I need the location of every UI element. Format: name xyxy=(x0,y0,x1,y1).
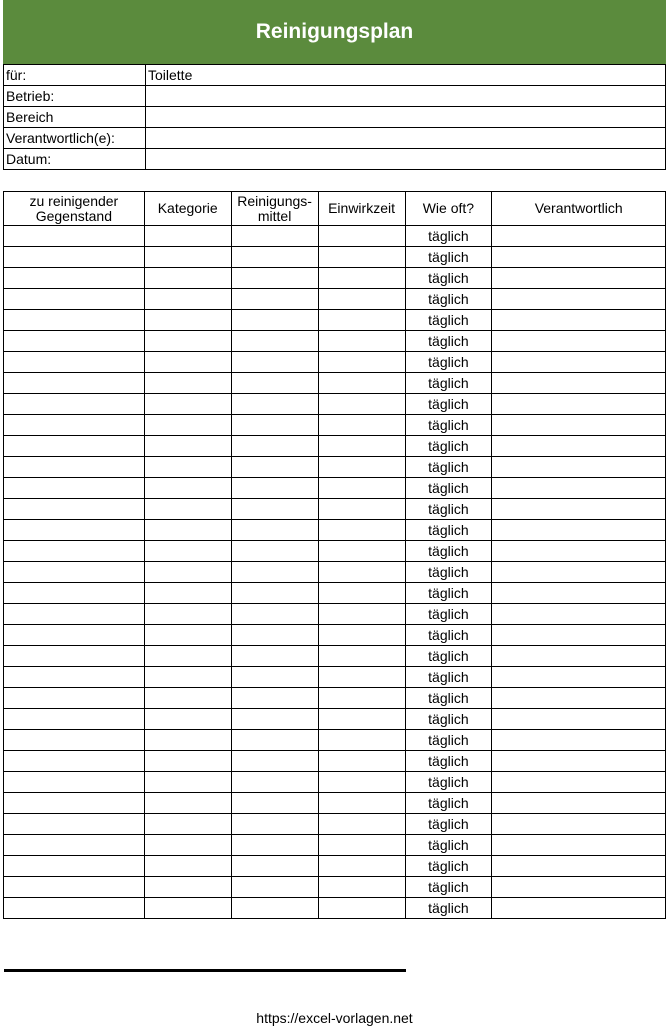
item-cell[interactable] xyxy=(4,751,145,772)
table-row xyxy=(4,730,666,751)
table-row xyxy=(4,457,666,478)
table-row xyxy=(4,310,666,331)
info-row xyxy=(4,128,666,149)
category-cell[interactable] xyxy=(144,730,231,751)
responsible-cell[interactable] xyxy=(492,373,666,394)
category-cell[interactable] xyxy=(144,793,231,814)
frequency-cell[interactable]: täglich xyxy=(405,373,492,394)
exposure-time-cell[interactable] xyxy=(318,394,405,415)
exposure-time-cell[interactable] xyxy=(318,604,405,625)
category-cell[interactable] xyxy=(144,289,231,310)
table-row xyxy=(4,583,666,604)
item-cell[interactable] xyxy=(4,226,145,247)
responsible-cell[interactable] xyxy=(492,709,666,730)
frequency-cell[interactable]: täglich xyxy=(405,709,492,730)
frequency-cell[interactable]: täglich xyxy=(405,478,492,499)
item-cell[interactable] xyxy=(4,814,145,835)
page-title: Reinigungsplan xyxy=(3,0,666,64)
table-row xyxy=(4,373,666,394)
table-row xyxy=(4,268,666,289)
category-cell[interactable] xyxy=(144,583,231,604)
responsible-cell[interactable] xyxy=(492,583,666,604)
cleaning-agent-cell[interactable] xyxy=(231,457,318,478)
category-cell[interactable] xyxy=(144,835,231,856)
category-cell[interactable] xyxy=(144,268,231,289)
item-cell[interactable] xyxy=(4,247,145,268)
exposure-time-cell[interactable] xyxy=(318,583,405,604)
cleaning-plan-table xyxy=(3,191,666,919)
frequency-cell[interactable]: täglich xyxy=(405,310,492,331)
responsible-cell[interactable] xyxy=(492,331,666,352)
table-row xyxy=(4,751,666,772)
category-cell[interactable] xyxy=(144,856,231,877)
exposure-time-cell[interactable] xyxy=(318,436,405,457)
frequency-cell[interactable]: täglich xyxy=(405,856,492,877)
responsible-cell[interactable] xyxy=(492,730,666,751)
table-row xyxy=(4,646,666,667)
table-row xyxy=(4,436,666,457)
exposure-time-cell[interactable] xyxy=(318,268,405,289)
category-cell[interactable] xyxy=(144,499,231,520)
item-cell[interactable] xyxy=(4,625,145,646)
frequency-cell[interactable]: täglich xyxy=(405,289,492,310)
exposure-time-cell[interactable] xyxy=(318,625,405,646)
table-row xyxy=(4,562,666,583)
exposure-time-cell[interactable] xyxy=(318,793,405,814)
category-cell[interactable] xyxy=(144,457,231,478)
exposure-time-cell[interactable] xyxy=(318,415,405,436)
item-cell[interactable] xyxy=(4,856,145,877)
frequency-cell[interactable]: täglich xyxy=(405,604,492,625)
table-row xyxy=(4,793,666,814)
column-header-responsible: Verantwortlich xyxy=(492,192,666,226)
table-row xyxy=(4,289,666,310)
item-cell[interactable] xyxy=(4,667,145,688)
category-cell[interactable] xyxy=(144,625,231,646)
cleaning-agent-cell[interactable] xyxy=(231,688,318,709)
item-cell[interactable] xyxy=(4,772,145,793)
table-row xyxy=(4,478,666,499)
table-row xyxy=(4,415,666,436)
footer-url[interactable]: https://excel-vorlagen.net xyxy=(256,1010,413,1026)
frequency-cell[interactable]: täglich xyxy=(405,898,492,919)
table-row xyxy=(4,625,666,646)
item-cell[interactable] xyxy=(4,352,145,373)
category-cell[interactable] xyxy=(144,373,231,394)
responsible-cell[interactable] xyxy=(492,268,666,289)
category-cell[interactable] xyxy=(144,541,231,562)
category-cell[interactable] xyxy=(144,688,231,709)
item-cell[interactable] xyxy=(4,793,145,814)
cleaning-agent-cell[interactable] xyxy=(231,520,318,541)
responsible-cell[interactable] xyxy=(492,835,666,856)
info-row xyxy=(4,86,666,107)
table-row xyxy=(4,835,666,856)
responsible-cell[interactable] xyxy=(492,877,666,898)
cleaning-agent-cell[interactable] xyxy=(231,772,318,793)
responsible-cell[interactable] xyxy=(492,793,666,814)
category-cell[interactable] xyxy=(144,352,231,373)
info-value-field[interactable] xyxy=(146,107,666,128)
cleaning-agent-cell[interactable] xyxy=(231,331,318,352)
cleaning-agent-cell[interactable] xyxy=(231,730,318,751)
item-cell[interactable] xyxy=(4,289,145,310)
exposure-time-cell[interactable] xyxy=(318,352,405,373)
responsible-cell[interactable] xyxy=(492,499,666,520)
cleaning-agent-cell[interactable] xyxy=(231,709,318,730)
table-row xyxy=(4,877,666,898)
item-cell[interactable] xyxy=(4,436,145,457)
responsible-cell[interactable] xyxy=(492,247,666,268)
item-cell[interactable] xyxy=(4,457,145,478)
frequency-cell[interactable]: täglich xyxy=(405,583,492,604)
responsible-cell[interactable] xyxy=(492,541,666,562)
frequency-cell[interactable]: täglich xyxy=(405,226,492,247)
exposure-time-cell[interactable] xyxy=(318,898,405,919)
cleaning-agent-cell[interactable] xyxy=(231,394,318,415)
frequency-cell[interactable]: täglich xyxy=(405,331,492,352)
cleaning-agent-cell[interactable] xyxy=(231,289,318,310)
table-row xyxy=(4,814,666,835)
frequency-cell[interactable]: täglich xyxy=(405,457,492,478)
responsible-cell[interactable] xyxy=(492,394,666,415)
exposure-time-cell[interactable] xyxy=(318,331,405,352)
responsible-cell[interactable] xyxy=(492,436,666,457)
exposure-time-cell[interactable] xyxy=(318,751,405,772)
table-row xyxy=(4,898,666,919)
frequency-cell[interactable]: täglich xyxy=(405,247,492,268)
exposure-time-cell[interactable] xyxy=(318,646,405,667)
cleaning-agent-cell[interactable] xyxy=(231,226,318,247)
table-row xyxy=(4,604,666,625)
cleaning-agent-cell[interactable] xyxy=(231,310,318,331)
cleaning-agent-cell[interactable] xyxy=(231,625,318,646)
frequency-cell[interactable]: täglich xyxy=(405,877,492,898)
exposure-time-cell[interactable] xyxy=(318,541,405,562)
exposure-time-cell[interactable] xyxy=(318,247,405,268)
column-header-cleaning-agent: Reinigungs-mittel xyxy=(231,192,318,226)
category-cell[interactable] xyxy=(144,667,231,688)
frequency-cell[interactable]: täglich xyxy=(405,436,492,457)
info-row xyxy=(4,149,666,170)
category-cell[interactable] xyxy=(144,247,231,268)
exposure-time-cell[interactable] xyxy=(318,226,405,247)
category-cell[interactable] xyxy=(144,814,231,835)
item-cell[interactable] xyxy=(4,394,145,415)
exposure-time-cell[interactable] xyxy=(318,520,405,541)
cleaning-agent-cell[interactable] xyxy=(231,583,318,604)
frequency-cell[interactable]: täglich xyxy=(405,541,492,562)
category-cell[interactable] xyxy=(144,226,231,247)
exposure-time-cell[interactable] xyxy=(318,835,405,856)
table-row xyxy=(4,352,666,373)
signature-line xyxy=(4,969,406,972)
table-row xyxy=(4,709,666,730)
responsible-cell[interactable] xyxy=(492,562,666,583)
item-cell[interactable] xyxy=(4,520,145,541)
cleaning-agent-cell[interactable] xyxy=(231,415,318,436)
info-label: für: xyxy=(4,65,146,86)
info-label: Datum: xyxy=(4,149,146,170)
frequency-cell[interactable]: täglich xyxy=(405,562,492,583)
frequency-cell[interactable]: täglich xyxy=(405,625,492,646)
cleaning-agent-cell[interactable] xyxy=(231,499,318,520)
category-cell[interactable] xyxy=(144,709,231,730)
table-row xyxy=(4,226,666,247)
responsible-cell[interactable] xyxy=(492,478,666,499)
category-cell[interactable] xyxy=(144,520,231,541)
item-cell[interactable] xyxy=(4,646,145,667)
frequency-cell[interactable]: täglich xyxy=(405,688,492,709)
item-cell[interactable] xyxy=(4,310,145,331)
item-cell[interactable] xyxy=(4,583,145,604)
exposure-time-cell[interactable] xyxy=(318,310,405,331)
responsible-cell[interactable] xyxy=(492,226,666,247)
frequency-cell[interactable]: täglich xyxy=(405,394,492,415)
category-cell[interactable] xyxy=(144,751,231,772)
cleaning-agent-cell[interactable] xyxy=(231,793,318,814)
cleaning-agent-cell[interactable] xyxy=(231,541,318,562)
cleaning-agent-cell[interactable] xyxy=(231,835,318,856)
item-cell[interactable] xyxy=(4,877,145,898)
responsible-cell[interactable] xyxy=(492,856,666,877)
responsible-cell[interactable] xyxy=(492,310,666,331)
item-cell[interactable] xyxy=(4,730,145,751)
exposure-time-cell[interactable] xyxy=(318,373,405,394)
item-cell[interactable] xyxy=(4,604,145,625)
frequency-cell[interactable]: täglich xyxy=(405,520,492,541)
item-cell[interactable] xyxy=(4,373,145,394)
table-row xyxy=(4,331,666,352)
frequency-cell[interactable]: täglich xyxy=(405,772,492,793)
cleaning-agent-cell[interactable] xyxy=(231,751,318,772)
responsible-cell[interactable] xyxy=(492,415,666,436)
responsible-cell[interactable] xyxy=(492,646,666,667)
exposure-time-cell[interactable] xyxy=(318,499,405,520)
exposure-time-cell[interactable] xyxy=(318,478,405,499)
cleaning-agent-cell[interactable] xyxy=(231,877,318,898)
frequency-cell[interactable]: täglich xyxy=(405,667,492,688)
item-cell[interactable] xyxy=(4,478,145,499)
info-label: Betrieb: xyxy=(4,86,146,107)
table-row xyxy=(4,856,666,877)
frequency-cell[interactable]: täglich xyxy=(405,730,492,751)
table-row xyxy=(4,499,666,520)
table-header-row xyxy=(4,192,666,226)
responsible-cell[interactable] xyxy=(492,289,666,310)
cleaning-agent-cell[interactable] xyxy=(231,478,318,499)
exposure-time-cell[interactable] xyxy=(318,562,405,583)
responsible-cell[interactable] xyxy=(492,625,666,646)
category-cell[interactable] xyxy=(144,394,231,415)
info-label: Verantwortlich(e): xyxy=(4,128,146,149)
cleaning-agent-cell[interactable] xyxy=(231,436,318,457)
category-cell[interactable] xyxy=(144,310,231,331)
info-table xyxy=(3,64,666,170)
responsible-cell[interactable] xyxy=(492,751,666,772)
category-cell[interactable] xyxy=(144,331,231,352)
column-header-item: zu reinigender Gegenstand xyxy=(4,192,145,226)
category-cell[interactable] xyxy=(144,604,231,625)
column-header-frequency: Wie oft? xyxy=(405,192,492,226)
info-value-field[interactable] xyxy=(146,128,666,149)
category-cell[interactable] xyxy=(144,898,231,919)
item-cell[interactable] xyxy=(4,499,145,520)
table-row xyxy=(4,772,666,793)
exposure-time-cell[interactable] xyxy=(318,772,405,793)
item-cell[interactable] xyxy=(4,331,145,352)
table-row xyxy=(4,541,666,562)
column-header-exposure-time: Einwirkzeit xyxy=(318,192,405,226)
info-row xyxy=(4,65,666,86)
exposure-time-cell[interactable] xyxy=(318,877,405,898)
item-cell[interactable] xyxy=(4,898,145,919)
cleaning-agent-cell[interactable] xyxy=(231,898,318,919)
cleaning-agent-cell[interactable] xyxy=(231,352,318,373)
category-cell[interactable] xyxy=(144,436,231,457)
cleaning-agent-cell[interactable] xyxy=(231,646,318,667)
frequency-cell[interactable]: täglich xyxy=(405,646,492,667)
responsible-cell[interactable] xyxy=(492,667,666,688)
item-cell[interactable] xyxy=(4,709,145,730)
item-cell[interactable] xyxy=(4,541,145,562)
category-cell[interactable] xyxy=(144,877,231,898)
info-value-field[interactable] xyxy=(146,86,666,107)
exposure-time-cell[interactable] xyxy=(318,814,405,835)
category-cell[interactable] xyxy=(144,646,231,667)
cleaning-agent-cell[interactable] xyxy=(231,268,318,289)
cleaning-agent-cell[interactable] xyxy=(231,373,318,394)
responsible-cell[interactable] xyxy=(492,604,666,625)
column-header-category: Kategorie xyxy=(144,192,231,226)
exposure-time-cell[interactable] xyxy=(318,709,405,730)
item-cell[interactable] xyxy=(4,688,145,709)
table-row xyxy=(4,520,666,541)
category-cell[interactable] xyxy=(144,562,231,583)
responsible-cell[interactable] xyxy=(492,772,666,793)
exposure-time-cell[interactable] xyxy=(318,667,405,688)
cleaning-agent-cell[interactable] xyxy=(231,562,318,583)
info-value-field[interactable]: Toilette xyxy=(146,65,666,86)
frequency-cell[interactable]: täglich xyxy=(405,835,492,856)
cleaning-agent-cell[interactable] xyxy=(231,604,318,625)
responsible-cell[interactable] xyxy=(492,457,666,478)
cleaning-agent-cell[interactable] xyxy=(231,667,318,688)
item-cell[interactable] xyxy=(4,268,145,289)
frequency-cell[interactable]: täglich xyxy=(405,814,492,835)
category-cell[interactable] xyxy=(144,478,231,499)
exposure-time-cell[interactable] xyxy=(318,730,405,751)
frequency-cell[interactable]: täglich xyxy=(405,352,492,373)
cleaning-agent-cell[interactable] xyxy=(231,814,318,835)
category-cell[interactable] xyxy=(144,772,231,793)
info-label: Bereich xyxy=(4,107,146,128)
responsible-cell[interactable] xyxy=(492,688,666,709)
cleaning-agent-cell[interactable] xyxy=(231,856,318,877)
responsible-cell[interactable] xyxy=(492,898,666,919)
frequency-cell[interactable]: täglich xyxy=(405,268,492,289)
info-row xyxy=(4,107,666,128)
table-row xyxy=(4,688,666,709)
responsible-cell[interactable] xyxy=(492,520,666,541)
exposure-time-cell[interactable] xyxy=(318,688,405,709)
item-cell[interactable] xyxy=(4,835,145,856)
table-row xyxy=(4,667,666,688)
item-cell[interactable] xyxy=(4,415,145,436)
exposure-time-cell[interactable] xyxy=(318,457,405,478)
info-value-field[interactable] xyxy=(146,149,666,170)
frequency-cell[interactable]: täglich xyxy=(405,415,492,436)
exposure-time-cell[interactable] xyxy=(318,289,405,310)
table-row xyxy=(4,394,666,415)
responsible-cell[interactable] xyxy=(492,814,666,835)
frequency-cell[interactable]: täglich xyxy=(405,751,492,772)
frequency-cell[interactable]: täglich xyxy=(405,499,492,520)
table-row xyxy=(4,247,666,268)
responsible-cell[interactable] xyxy=(492,352,666,373)
exposure-time-cell[interactable] xyxy=(318,856,405,877)
item-cell[interactable] xyxy=(4,562,145,583)
frequency-cell[interactable]: täglich xyxy=(405,793,492,814)
cleaning-agent-cell[interactable] xyxy=(231,247,318,268)
category-cell[interactable] xyxy=(144,415,231,436)
